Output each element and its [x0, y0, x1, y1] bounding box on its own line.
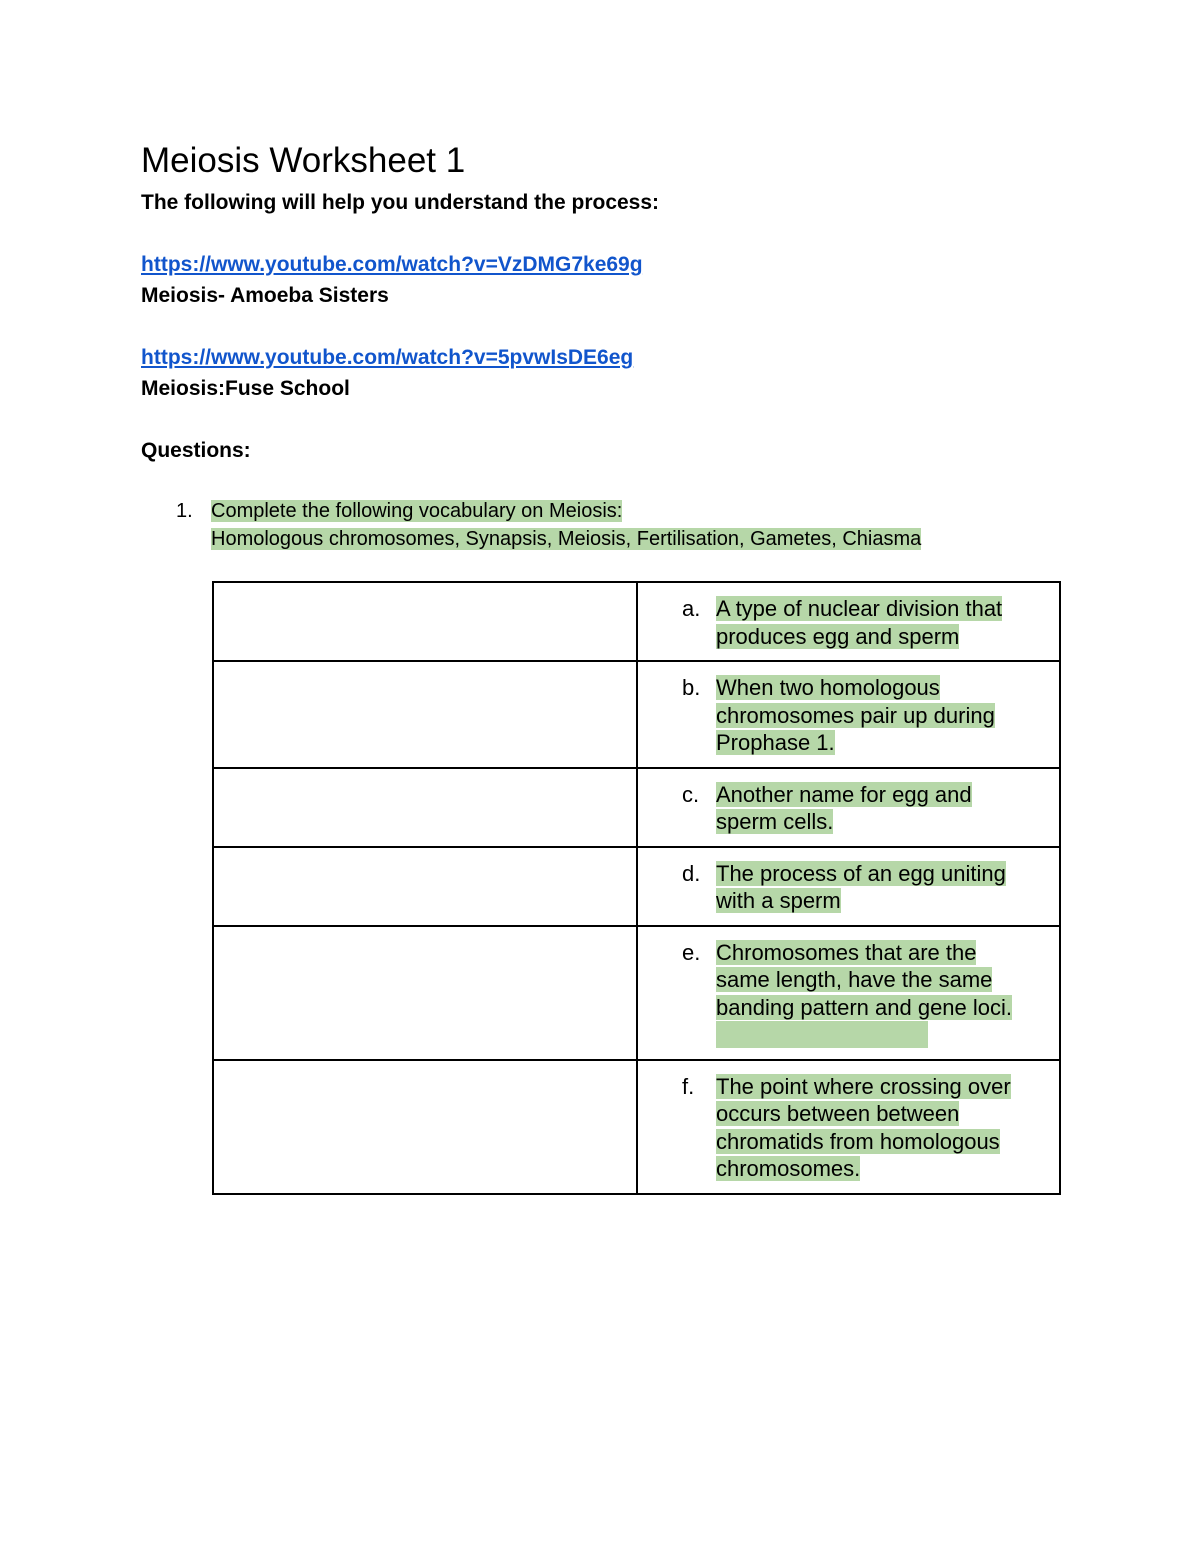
definition-cell — [637, 768, 1060, 847]
question-prompt: Complete the following vocabulary on Meiosis: — [211, 500, 623, 522]
definition-letter: e. — [682, 939, 701, 965]
word-bank: Homologous chromosomes, Synapsis, Meiosis, Fertilisation, Gametes, Chiasma — [211, 528, 922, 550]
definition-text: When two homologous chromosomes pair up during Prophase 1. — [716, 675, 995, 755]
table-row — [213, 847, 1060, 926]
definition-cell — [637, 1060, 1060, 1194]
definition-letter: b. — [682, 675, 701, 700]
definition-letter: f. — [682, 1073, 695, 1099]
definition-text: The process of an egg uniting with a sperm — [716, 860, 1006, 913]
table-row — [213, 926, 1060, 1060]
term-answer-cell[interactable] — [213, 926, 637, 1060]
resource-link-2[interactable]: https://www.youtube.com/watch?v=5pvwIsDE6eg — [141, 346, 634, 369]
term-answer-cell[interactable] — [213, 582, 637, 661]
question-1 — [211, 497, 921, 553]
definition-cell — [637, 661, 1060, 768]
questions-heading: Questions: — [141, 439, 251, 462]
definition-text: Another name for egg and sperm cells. — [716, 781, 972, 834]
table-row — [213, 768, 1060, 847]
resource-label-2: Meiosis:Fuse School — [141, 377, 350, 400]
resource-label-1: Meiosis- Amoeba Sisters — [141, 284, 389, 307]
definition-cell — [637, 847, 1060, 926]
table-row — [213, 582, 1060, 661]
term-answer-cell[interactable] — [213, 1060, 637, 1194]
term-answer-cell[interactable] — [213, 661, 637, 768]
question-number: 1. — [176, 500, 193, 522]
page-title: Meiosis Worksheet 1 — [141, 141, 466, 180]
definition-letter: c. — [682, 781, 700, 807]
definition-letter: a. — [682, 596, 701, 621]
table-row — [213, 661, 1060, 768]
term-answer-cell[interactable] — [213, 768, 637, 847]
term-answer-cell[interactable] — [213, 847, 637, 926]
definition-text: Chromosomes that are the same length, have the same banding pattern and gene loci. — [716, 939, 1013, 1020]
table-row — [213, 1060, 1060, 1194]
definition-letter: d. — [682, 860, 701, 886]
intro-text: The following will help you understand the process: — [141, 191, 660, 214]
definition-cell — [637, 926, 1060, 1060]
definition-text: The point where crossing over occurs between between chromatids from homologous chromosomes. — [716, 1073, 1011, 1181]
vocabulary-table — [212, 581, 1061, 1195]
highlight-spacer — [716, 1021, 928, 1048]
definition-text: A type of nuclear division that produces egg and sperm — [716, 596, 1003, 649]
definition-cell — [637, 582, 1060, 661]
resource-link-1[interactable]: https://www.youtube.com/watch?v=VzDMG7ke69g — [141, 253, 643, 276]
